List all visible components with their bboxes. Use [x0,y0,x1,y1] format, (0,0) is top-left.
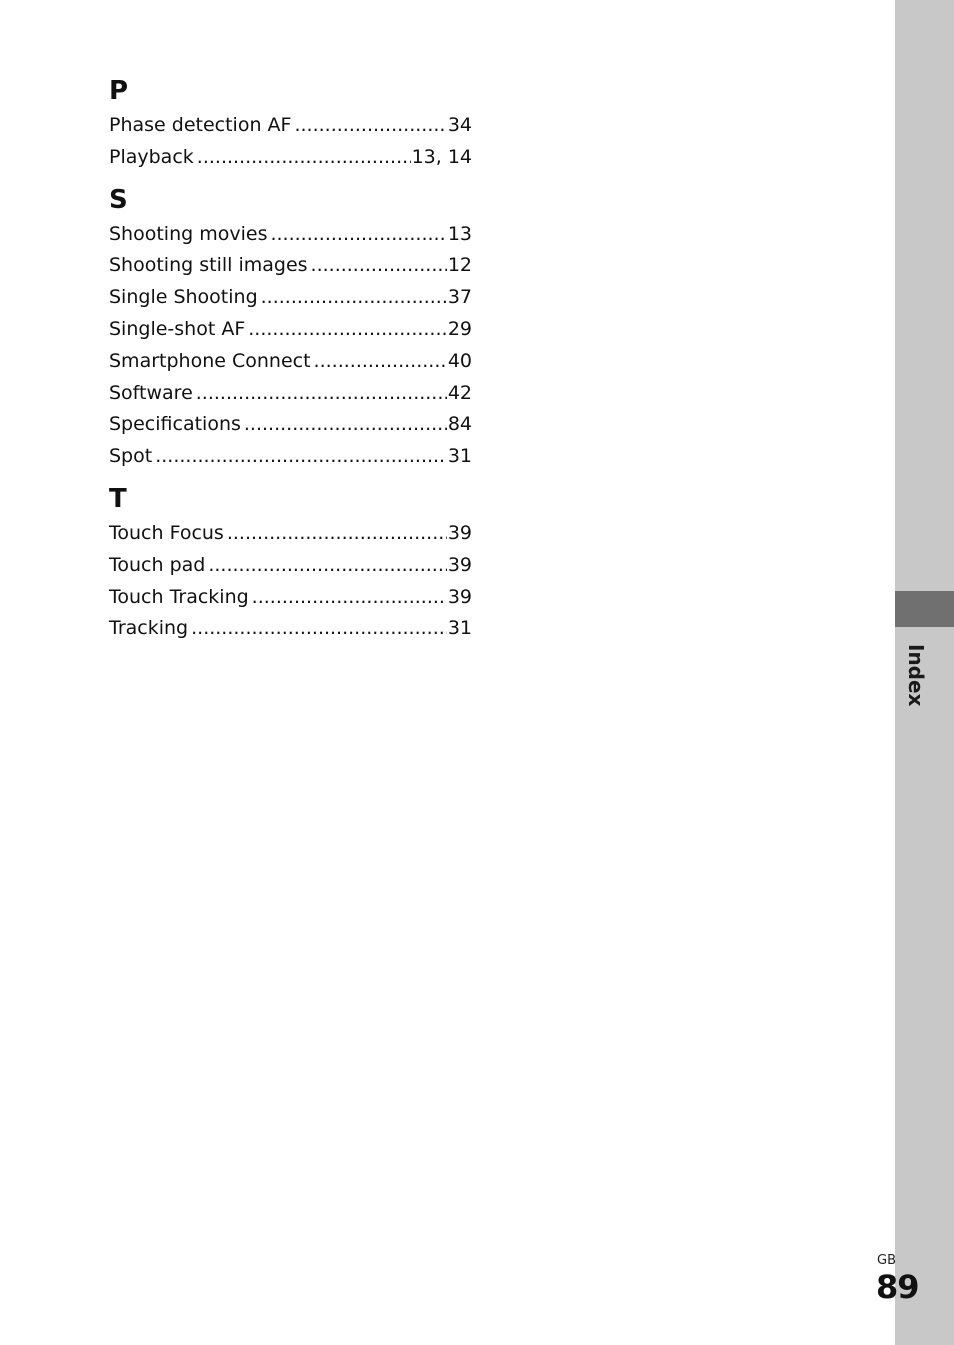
index-entry [109,314,472,346]
entry-term: Shooting still images [109,254,308,277]
entry-pages: 29 [447,317,472,340]
region-code: GB [877,1253,896,1268]
section-letter: T [109,483,127,514]
index-entry [109,250,472,282]
entry-term: Playback [109,145,194,168]
index-entry [109,518,472,550]
entry-pages: 31 [447,617,472,640]
index-tab-label: Index [904,644,928,707]
entry-pages: 34 [447,114,472,136]
index-entry [109,110,472,142]
dot-leader [227,518,447,550]
page-number: 89 [876,1268,919,1306]
dot-leader [270,219,446,251]
entry-term: Touch Tracking [109,585,249,608]
index-entry [109,219,472,251]
dot-leader [314,346,447,378]
entry-pages: 42 [447,381,472,404]
section-letter: S [109,184,128,215]
entry-pages: 39 [447,553,472,576]
entry-term: Shooting movies [109,222,268,245]
index-entry [109,142,472,174]
dot-leader [208,550,446,582]
entry-term: Touch Focus [109,521,224,544]
index-entry [109,378,472,410]
entry-term: Spot [109,445,153,468]
entry-pages: 40 [447,349,472,372]
index-section-t [109,484,472,645]
index-section-s [109,185,472,473]
entry-pages: 13 [447,222,472,245]
dot-leader [155,441,447,473]
dot-leader [244,409,447,441]
entry-pages: 37 [447,286,472,309]
index-section-p [109,76,472,174]
dot-leader [294,110,446,142]
index-entry [109,582,472,614]
index-entry [109,613,472,645]
dot-leader [252,582,447,614]
entry-pages: 13, 14 [411,145,472,168]
section-letter: P [109,76,129,106]
entry-term: Phase detection AF [109,114,292,136]
entry-term: Single-shot AF [109,317,246,340]
entry-term: Software [109,381,193,404]
dot-leader [261,282,447,314]
dot-leader [248,314,447,346]
index-entry [109,409,472,441]
index-list [109,76,472,645]
entry-term: Smartphone Connect [109,349,311,372]
dot-leader [191,613,447,645]
entry-term: Touch pad [109,553,206,576]
entry-pages: 12 [447,254,472,277]
index-entry [109,282,472,314]
index-entry [109,441,472,473]
index-entry [109,550,472,582]
entry-pages: 31 [447,445,472,468]
entry-pages: 84 [447,413,472,436]
index-entry [109,346,472,378]
index-tab-marker [895,591,954,627]
entry-pages: 39 [447,521,472,544]
entry-pages: 39 [447,585,472,608]
dot-leader [197,142,411,174]
entry-term: Specifications [109,413,241,436]
dot-leader [311,250,447,282]
dot-leader [196,378,447,410]
entry-term: Tracking [109,617,189,640]
entry-term: Single Shooting [109,286,258,309]
